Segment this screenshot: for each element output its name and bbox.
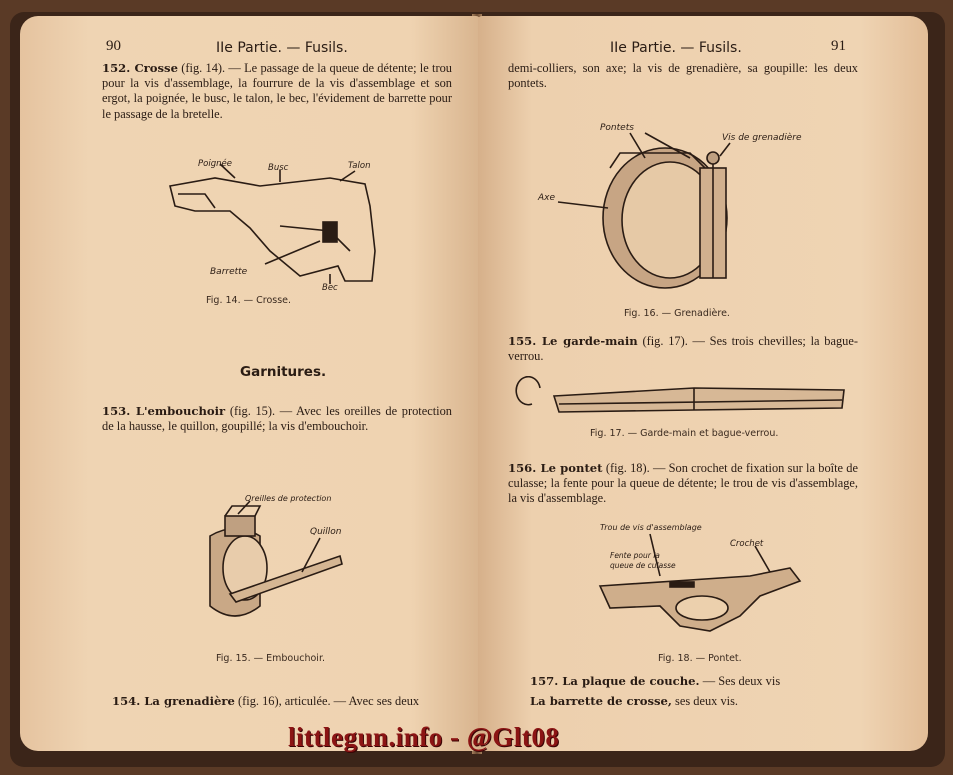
barrette-slot (323, 222, 337, 242)
label-quillon: Quillon (310, 527, 342, 537)
figure-caption: Fig. 17. — Garde-main et bague-verrou. (590, 428, 779, 439)
figure-caption: Fig. 15. — Embouchoir. (216, 653, 325, 664)
paragraph-text: (fig. 16), articulée. — Avec ses deux (238, 694, 420, 708)
paragraph-152 (102, 61, 452, 122)
bague-verrou (516, 377, 540, 405)
label-fente-1: Fente pour la (610, 551, 660, 560)
paragraph-number: La barrette de crosse, (530, 694, 672, 708)
paragraph-153 (102, 404, 452, 434)
page-number: 91 (831, 38, 846, 54)
label-pontets: Pontets (600, 123, 634, 133)
figure-grenadiere (530, 108, 830, 308)
figure-caption: Fig. 16. — Grenadière. (624, 308, 730, 319)
figure-embouchoir (190, 476, 380, 641)
watermark: littlegun.info - @Glt08 (288, 722, 560, 752)
label-trou: Trou de vis d'assemblage (600, 523, 702, 532)
label-talon: Talon (348, 161, 371, 171)
right-page (478, 16, 928, 751)
paragraph-text: (fig. 15). — Avec les oreilles de protection de la hausse, le quillon, goupillé; la vis d'embouchoir. (102, 404, 452, 434)
label-oreilles: Oreilles de protection (245, 494, 332, 503)
page-header: IIe Partie. — Fusils. (610, 40, 742, 56)
continuation-text (508, 61, 858, 91)
label-bec: Bec (322, 283, 338, 291)
paragraph-number: 154. La grenadière (112, 694, 235, 708)
label-poignee: Poignée (198, 159, 232, 169)
paragraph-number: 152. Crosse (102, 61, 178, 75)
paragraph-number: 153. L'embouchoir (102, 404, 226, 418)
paragraph-number: 155. Le garde-main (508, 334, 638, 348)
paragraph-text: demi-colliers, son axe; la vis de grenadière, sa goupille: les deux pontets. (508, 61, 858, 91)
figure-pontet (590, 516, 820, 641)
section-title: Garnitures. (240, 364, 327, 380)
paragraph-155 (508, 334, 858, 364)
paragraph-text: (fig. 14). — Le passage de la queue de détente; le trou pour la vis d'assemblage, la fourrure de la vis d'assemblage et son ergot, la poignée, le busc, le talon, le bec, l'évidement de barrette pour le passage de la bretelle. (102, 61, 452, 121)
figure-garde-main (514, 376, 854, 426)
label-crochet: Crochet (730, 539, 764, 549)
paragraph-text: (fig. 18). — Son crochet de fixation sur la boîte de culasse; la fente pour la queue de détente; le trou de vis d'assemblage, la vis d'assemblage. (508, 461, 858, 506)
paragraph-number: 156. Le pontet (508, 461, 603, 475)
left-page (20, 16, 480, 751)
label-busc: Busc (268, 163, 289, 173)
paragraph-157 (530, 674, 870, 689)
label-barrette: Barrette (210, 267, 248, 277)
figure-caption: Fig. 14. — Crosse. (206, 295, 292, 306)
page-header: IIe Partie. — Fusils. (216, 40, 348, 56)
paragraph-barrette (530, 694, 870, 709)
paragraph-text: ses deux vis. (675, 694, 739, 708)
page-number: 90 (106, 38, 121, 54)
paragraph-text: (fig. 17). — Ses trois chevilles; la bague-verrou. (508, 334, 858, 364)
paragraph-156 (508, 461, 858, 507)
paragraph-154 (112, 694, 462, 709)
paragraph-number: 157. La plaque de couche. (530, 674, 700, 688)
label-vis-grenadiere: Vis de grenadière (722, 133, 802, 143)
figure-crosse (160, 156, 420, 291)
paragraph-text: — Ses deux vis (702, 674, 781, 688)
label-fente-2: queue de culasse (610, 561, 676, 570)
label-axe: Axe (538, 193, 556, 203)
figure-caption: Fig. 18. — Pontet. (658, 653, 742, 664)
